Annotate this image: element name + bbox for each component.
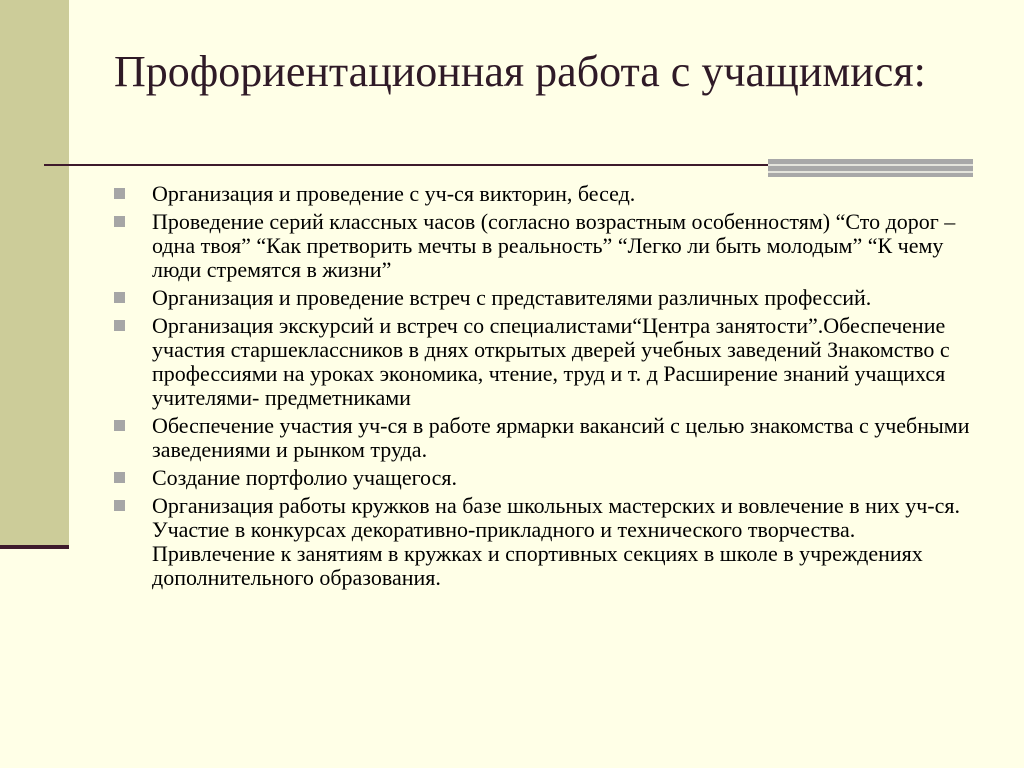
list-item-text: Обеспечение участия уч-ся в работе ярмарки вакансий с целью знакомства с учебными заведениями и рынком труда. bbox=[152, 413, 970, 462]
title-accent-bar bbox=[768, 159, 973, 177]
list-item-text: Организация и проведение с уч-ся викторин, бесед. bbox=[152, 181, 636, 206]
square-bullet-icon bbox=[114, 188, 125, 199]
slide-title: Профориентационная работа с учащимися: bbox=[114, 47, 926, 96]
square-bullet-icon bbox=[114, 292, 125, 303]
list-item bbox=[113, 182, 973, 206]
list-item-text: Создание портфолио учащегося. bbox=[152, 465, 457, 490]
bullet-list bbox=[113, 182, 973, 594]
square-bullet-icon bbox=[114, 420, 125, 431]
square-bullet-icon bbox=[114, 216, 125, 227]
list-item bbox=[113, 314, 973, 410]
list-item bbox=[113, 286, 973, 310]
list-item-text: Организация экскурсий и встреч со специалистами“Центра занятости”.Обеспечение участия старшеклассников в днях открытых дверей учебных заведений Знакомство с профессиями на уроках экономика, чтение, труд и т. д Расширение знаний учащихся учителями- предметниками bbox=[152, 313, 950, 410]
side-rule bbox=[0, 545, 69, 549]
list-item bbox=[113, 210, 973, 282]
square-bullet-icon bbox=[114, 320, 125, 331]
list-item-text: Организация и проведение встреч с представителями различных профессий. bbox=[152, 285, 872, 310]
side-band bbox=[0, 0, 69, 545]
square-bullet-icon bbox=[114, 472, 125, 483]
list-item bbox=[113, 466, 973, 490]
list-item-text: Организация работы кружков на базе школьных мастерских и вовлечение в них уч-ся. Участие в конкурсах декоративно-прикладного и технического творчества. Привлечение к занятиям в кружках и спортивных секциях в школе в учреждениях дополнительного образования. bbox=[152, 493, 960, 590]
list-item-text: Проведение серий классных часов (согласно возрастным особенностям) “Сто дорог – одна твоя” “Как претворить мечты в реальность” “Легко ли быть молодым” “К чему люди стремятся в жизни” bbox=[152, 209, 956, 282]
list-item bbox=[113, 414, 973, 462]
list-item bbox=[113, 494, 973, 590]
square-bullet-icon bbox=[114, 500, 125, 511]
